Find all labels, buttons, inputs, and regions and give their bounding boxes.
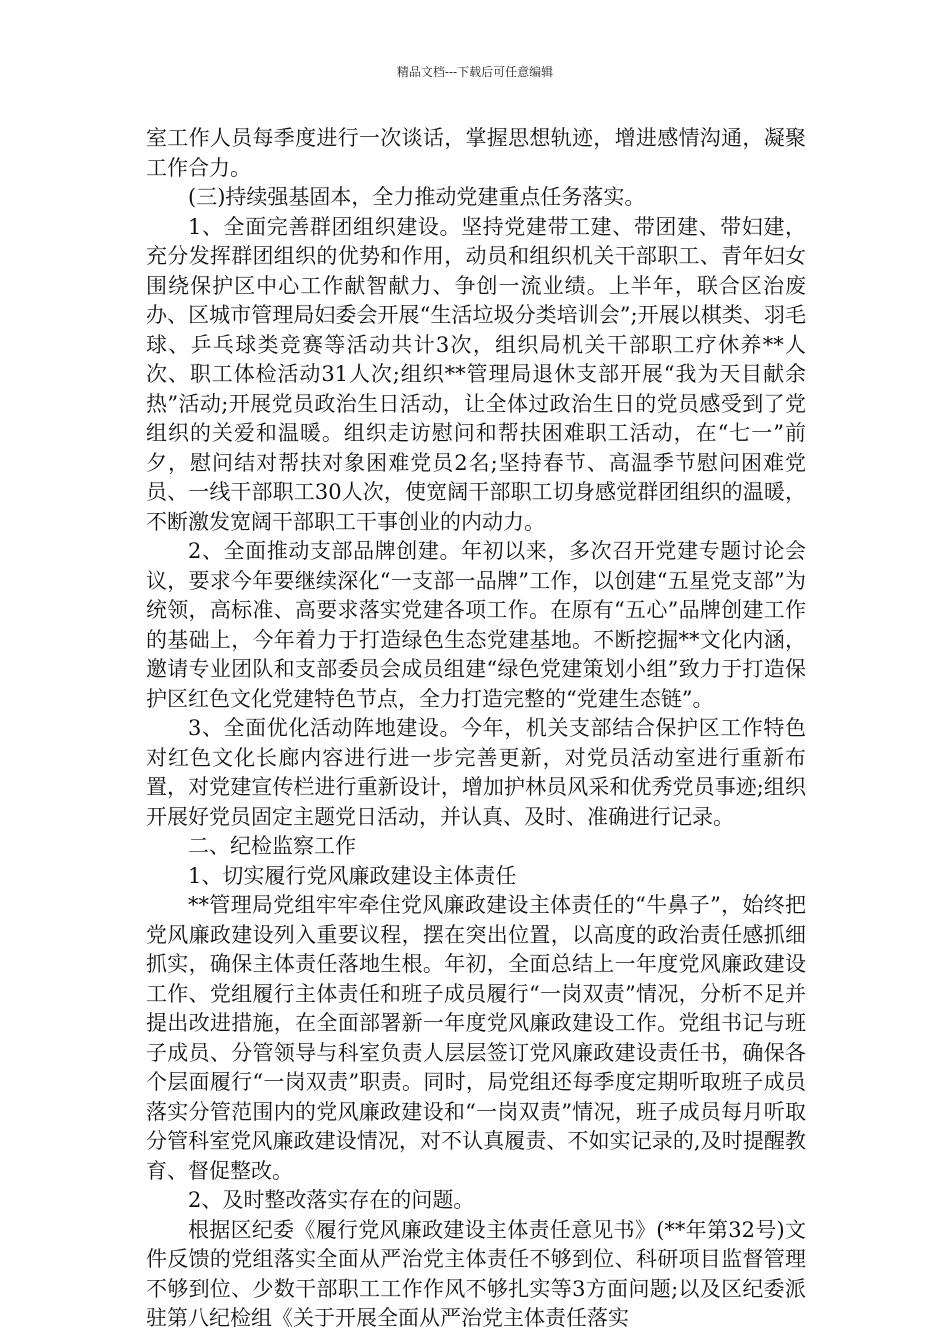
subsection-heading-2: 2、及时整改落实存在的问题。 <box>188 1188 475 1212</box>
section-heading-3: (三)持续强基固本，全力推动党建重点任务落实。 <box>188 185 646 209</box>
section-heading-2: 二、纪检监察工作 <box>188 834 356 858</box>
paragraph-responsibility: **管理局党组牢牢牵住党风廉政建设主体责任的“牛鼻子”，始终把党风廉政建设列入重要议程，摆在突出位置，以高度的政治责任感抓细抓实，确保主体责任落地生根。年初，全面总结上一年度党风廉政建设工作、党组履行主体责任和班子成员履行“一岗双责”情况，分析不足并提出改进措施，在全面部署新一年度党风廉政建设工作。党组书记与班子成员、分管领导与科室负责人层层签订党风廉政建设责任书，确保各个层面履行“一岗双责”职责。同时，局党组还每季度定期听取班子成员落实分管范围内的党风廉政建设和“一岗双责”情况，班子成员每月听取分管科室党风廉政建设情况，对不认真履责、不如实记录的,及时提醒教育、督促整改。 <box>146 893 806 1183</box>
paragraph-continuation: 室工作人员每季度进行一次谈话，掌握思想轨迹，增进感情沟通，凝聚工作合力。 <box>146 126 806 180</box>
paragraph-item-1: 1、全面完善群团组织建设。坚持党建带工建、带团建、带妇建，充分发挥群团组织的优势和作用，动员和组织机关干部职工、青年妇女围绕保护区中心工作献智献力、争创一流业绩。上半年，联合区治废办、区城市管理局妇委会开展“生活垃圾分类培训会”;开展以棋类、羽毛球、乒乓球类竞赛等活动共计3次，组织局机关干部职工疗休养**人次、职工体检活动31人次;组织**管理局退休支部开展“我为天目献余热”活动;开展党员政治生日活动，让全体过政治生日的党员感受到了党组织的关爱和温暖。组织走访慰问和帮扶困难职工活动，在“七一”前夕，慰问结对帮扶对象困难党员2名;坚持春节、高温季节慰问困难党员、一线干部职工30人次，使宽阔干部职工切身感觉群团组织的温暖，不断激发宽阔干部职工干事创业的内动力。 <box>146 214 806 534</box>
page-header: 精品文档---下载后可任意编辑 <box>396 65 554 79</box>
document-body <box>146 124 806 1334</box>
paragraph-item-2: 2、全面推动支部品牌创建。年初以来，多次召开党建专题讨论会议，要求今年要继续深化“一支部一品牌”工作，以创建“五星党支部”为统领，高标准、高要求落实党建各项工作。在原有“五心”品牌创建工作的基础上，今年着力于打造绿色生态党建基地。不断挖掘**文化内涵，邀请专业团队和支部委员会成员组建“绿色党建策划小组”致力于打造保护区红色文化党建特色节点，全力打造完整的“党建生态链”。 <box>146 539 806 711</box>
paragraph-rectification: 根据区纪委《履行党风廉政建设主体责任意见书》(**年第32号)文件反馈的党组落实全面从严治党主体责任不够到位、科研项目监督管理不够到位、少数干部职工工作作风不够扎实等3方面问题;以及区纪委派驻第八纪检组《关于开展全面从严治党主体责任落实 <box>146 1217 806 1330</box>
subsection-heading-1: 1、切实履行党风廉政建设主体责任 <box>188 863 517 888</box>
paragraph-item-3: 3、全面优化活动阵地建设。今年，机关支部结合保护区工作特色对红色文化长廊内容进行进一步完善更新，对党员活动室进行重新布置，对党建宣传栏进行重新设计，增加护林员风采和优秀党员事迹;组织开展好党员固定主题党日活动，并认真、及时、准确进行记录。 <box>146 716 806 829</box>
